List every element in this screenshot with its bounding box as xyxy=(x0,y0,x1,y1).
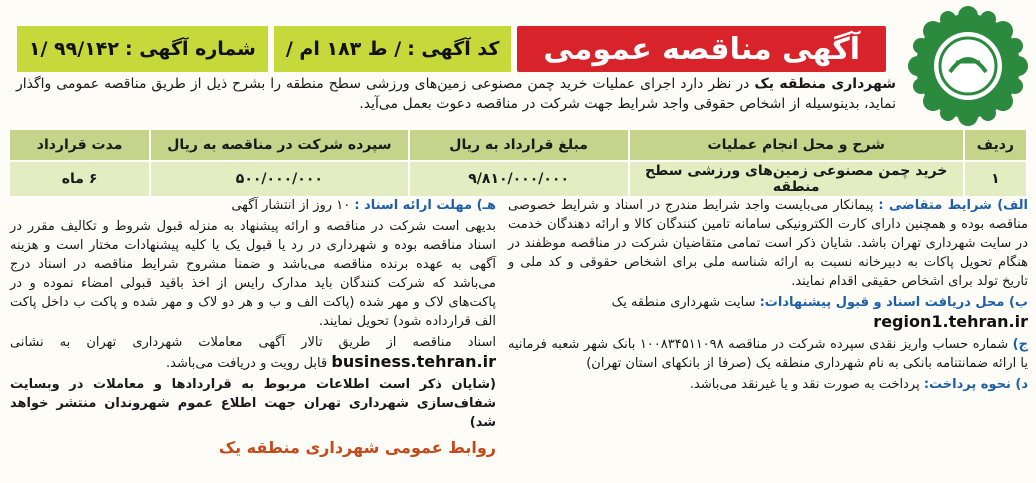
col-header-description: شرح و محل انجام عملیات xyxy=(629,129,964,161)
col-header-amount: مبلغ قرارداد به ریال xyxy=(409,129,629,161)
section-c-label: ج) xyxy=(1012,337,1028,352)
documents-text-end: قابل رویت و دریافت می‌باشد. xyxy=(165,356,332,371)
section-c-text: شماره حساب واریز نقدی سپرده شرکت در مناقصه ۱۰۰۸۳۴۵۱۱۰۹۸ بانک شهر شعبه فرمانیه یا ارائه ضمانتنامه بانکی به نام شهرداری منطقه یک (صرفا از بانکهای استان تهران) xyxy=(508,337,1028,371)
tehran-municipality-emblem-icon xyxy=(908,6,1028,126)
section-e-label: هـ) مهلت ارائه اسناد : xyxy=(354,198,496,213)
cell-row-number: ۱ xyxy=(964,161,1027,197)
section-b-text: سایت شهرداری منطقه یک xyxy=(611,295,760,310)
ad-number xyxy=(17,26,268,72)
col-header-deposit: سپرده شرکت در مناقصه به ریال xyxy=(150,129,408,161)
documents-text: اسناد مناقصه از طریق تالار آگهی معاملات شهرداری تهران به نشانی xyxy=(10,335,496,350)
transparency-note: (شایان ذکر است اطلاعات مربوط به قراردادها و معاملات در وبسایت شفاف‌سازی شهرداری تهران جهت اطلاع عموم شهروندان منتشر خواهد شد) xyxy=(10,377,496,430)
col-header-row-number: ردیف xyxy=(964,129,1027,161)
section-a-label: الف) شرایط متقاضی : xyxy=(878,198,1028,213)
table-header-row xyxy=(9,129,1027,161)
ad-code-label: کد آگهی : xyxy=(407,38,500,60)
ad-code-value: / ط ۱۸۳ ام / xyxy=(285,38,402,60)
header-band xyxy=(17,26,886,72)
section-d xyxy=(508,375,1028,394)
notice-title: آگهی مناقصه عمومی xyxy=(517,26,886,72)
ad-number-value: ۱/ ۹۹/۱۴۲ xyxy=(28,38,119,60)
cell-amount: ۹/۸۱۰/۰۰۰/۰۰۰ xyxy=(409,161,629,197)
section-b xyxy=(508,293,1028,333)
intro-paragraph xyxy=(16,74,896,114)
cell-deposit: ۵۰۰/۰۰۰/۰۰۰ xyxy=(150,161,408,197)
section-a-text: پیمانکار می‌بایست واجد شرایط مندرج در اسناد و شرایط خصوصی مناقصه بوده و همچنین دارای کارت الکترونیکی سامانه تامین کنندگان کالا و ارائه دهندگان خدمت در سایت شهرداری تهران باشد. شایان ذکر است تمامی متقاضیان شرکت در مناقصه موظفند در هنگام تحویل پاکات به دبیرخانه نسبت به ارائه شناسه ملی برای اشخاص حقوقی و کد ملی و تاریخ تولد برای اشخاص حقیقی اقدام نمایند. xyxy=(508,198,1028,289)
conditions-column xyxy=(508,196,1028,396)
section-e-text: ۱۰ روز از انتشار آگهی xyxy=(231,198,355,213)
business-website-link[interactable]: business.tehran.ir xyxy=(331,352,496,371)
tender-table xyxy=(8,128,1028,198)
deadline-column xyxy=(10,196,496,457)
section-d-label: د) نحوه پرداخت: xyxy=(923,377,1028,392)
ad-code xyxy=(274,26,512,72)
section-b-label: ب) محل دریافت اسناد و قبول پیشنهادات: xyxy=(759,295,1028,310)
section-a xyxy=(508,196,1028,291)
section-d-text: پرداخت به صورت نقد و یا غیرنقد می‌باشد. xyxy=(689,377,924,392)
intro-text: در نظر دارد اجرای عملیات خرید چمن مصنوعی زمین‌های ورزشی سطح منطقه را بشرح ذیل از طریق مناقصه عمومی واگذار نماید، بدینوسیله از اشخاص حقوقی واجد شرایط جهت شرکت در مناقصه دعوت بعمل می‌آید. xyxy=(16,76,896,112)
region-website-link[interactable]: region1.tehran.ir xyxy=(873,312,1028,331)
public-relations-signature: روابط عمومی شهرداری منطقه یک xyxy=(218,438,496,457)
documents-paragraph xyxy=(10,333,496,373)
cell-description: خرید چمن مصنوعی زمین‌های ورزشی سطح منطقه xyxy=(629,161,964,197)
col-header-duration: مدت قرارداد xyxy=(9,129,150,161)
ad-number-label: شماره آگهی : xyxy=(124,38,256,60)
section-c xyxy=(508,335,1028,373)
section-e xyxy=(10,196,496,215)
terms-paragraph: بدیهی است شرکت در مناقصه و ارائه پیشنهاد به منزله قبول شروط و تکالیف مقرر در اسناد مناقصه بوده و شهرداری در رد یا قبول یک یا کلیه پیشنهادات مختار است و هزینه آگهی به عهده برنده مناقصه می‌باشد و ضمنا مشروح شرایط مناقصه در اسناد درج می‌باشد که شرکت کنندگان باید مدارک رایس از اخذ باقید قبولی امضاء نموده و در پاکت‌های لاک و مهر شده (پاکت الف و ب و هر دو لاک و مهر شده و پاکت ب داخل پاکت الف قرارداده شود) تحویل نمایند. xyxy=(10,219,496,329)
intro-org: شهرداری منطقه یک xyxy=(754,76,896,92)
cell-duration: ۶ ماه xyxy=(9,161,150,197)
table-row xyxy=(9,161,1027,197)
